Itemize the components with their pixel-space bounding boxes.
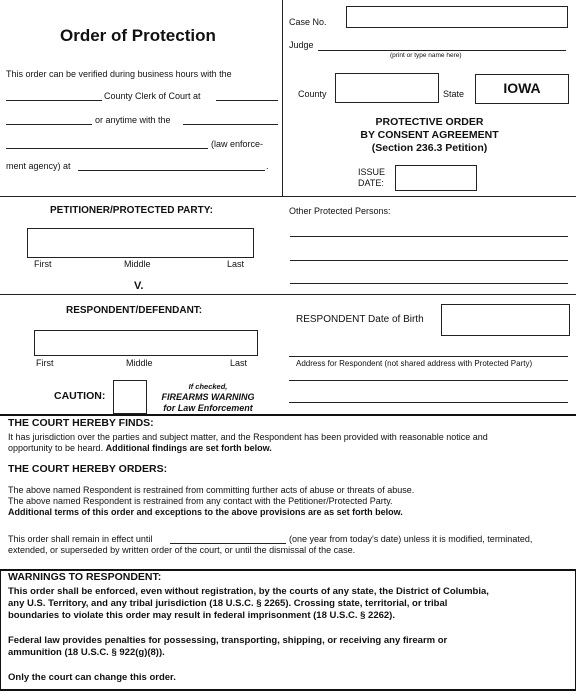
effect-text-b: (one year from today's date) unless it is modified, terminated, [289, 534, 533, 544]
warning-line-6: Only the court can change this order. [8, 672, 176, 683]
respondent-middle-label: Middle [126, 358, 153, 368]
if-checked-text: If checked, [188, 382, 228, 391]
warning-line-4: Federal law provides penalties for possessing, transporting, shipping, or receiving any firearm or [8, 635, 448, 646]
county-clerk-label: County Clerk of Court at [104, 91, 201, 101]
parties-divider [0, 294, 576, 295]
address-line-1[interactable] [289, 356, 568, 357]
finds-text-1: It has jurisdiction over the parties and subject matter, and the Respondent has been provided with reasonable notice and [8, 432, 488, 442]
effect-text-a: This order shall remain in effect until [8, 534, 153, 544]
warning-line-2: any U.S. Territory, and any tribal jurisdiction (18 U.S.C. § 2265). Crossing state, territorial, or tribal [8, 598, 448, 609]
petitioner-name-field[interactable] [27, 228, 254, 258]
other-protected-line-1[interactable] [290, 236, 568, 237]
county-label: County [298, 89, 327, 99]
warning-line-1: This order shall be enforced, even without registration, by the courts of any state, the District of Columbia, [8, 586, 489, 597]
finds-text-2 [8, 443, 568, 454]
state-label: State [443, 89, 465, 99]
order-type-2: BY CONSENT AGREEMENT [360, 129, 499, 141]
other-protected-label: Other Protected Persons: [289, 206, 391, 216]
order-type-3: (Section 236.3 Petition) [371, 142, 488, 154]
county-field[interactable] [335, 73, 439, 103]
period-mark: . [266, 161, 269, 171]
other-protected-line-2[interactable] [290, 260, 568, 261]
address-line-2[interactable] [289, 380, 568, 381]
address-label: Address for Respondent (not shared address with Protected Party) [296, 359, 533, 368]
petitioner-middle-label: Middle [124, 259, 151, 269]
case-no-label: Case No. [289, 17, 327, 27]
respondent-name-field[interactable] [34, 330, 258, 356]
firearms-checkbox[interactable] [113, 380, 147, 414]
warnings-heading: WARNINGS TO RESPONDENT: [8, 571, 162, 583]
orders-heading: THE COURT HEREBY ORDERS: [8, 463, 168, 475]
clerk-phone-line[interactable] [216, 100, 278, 101]
petitioner-heading: PETITIONER/PROTECTED PARTY: [50, 205, 213, 216]
effect-date-line[interactable] [170, 543, 286, 544]
orders-line-3: Additional terms of this order and exceptions to the above provisions are as set forth below. [8, 507, 403, 517]
caution-label: CAUTION: [54, 390, 106, 402]
anytime-line-2[interactable] [183, 124, 278, 125]
for-law-text: for Law Enforcement [163, 403, 253, 413]
finds-text-2a: opportunity to be heard. [8, 443, 104, 453]
orders-line-2: The above named Respondent is restrained from any contact with the Petitioner/Protected Party. [8, 496, 393, 506]
effect-text-c: extended, or superseded by written order of the court, or until the dismissal of the case. [8, 545, 356, 555]
finds-heading: THE COURT HEREBY FINDS: [8, 417, 154, 429]
anytime-line-1[interactable] [6, 124, 92, 125]
respondent-last-label: Last [230, 358, 248, 368]
findings-top-rule [0, 414, 576, 416]
respondent-heading: RESPONDENT/DEFENDANT: [66, 305, 203, 316]
issue-date-field[interactable] [395, 165, 477, 191]
issue-label-2: DATE: [358, 178, 384, 188]
agency-phone-line[interactable] [78, 170, 265, 171]
agency-at-label: ment agency) at [6, 161, 71, 171]
order-type-1: PROTECTIVE ORDER [375, 116, 484, 128]
firearms-warning-text: FIREARMS WARNING [161, 392, 255, 402]
other-protected-line-3[interactable] [290, 283, 568, 284]
clerk-name-line[interactable] [6, 100, 102, 101]
anytime-label: or anytime with the [95, 115, 171, 125]
address-line-3[interactable] [289, 402, 568, 403]
print-hint: (print or type name here) [390, 52, 462, 59]
finds-text-2b: Additional findings are set forth below. [105, 443, 272, 453]
judge-label: Judge [289, 40, 314, 50]
warning-line-3: boundaries to violate this order may result in federal imprisonment (18 U.S.C. § 2262). [8, 610, 395, 621]
state-value: IOWA [503, 80, 541, 96]
versus-label: V. [134, 280, 144, 292]
respondent-first-label: First [36, 358, 54, 368]
judge-line[interactable] [318, 50, 566, 51]
dob-label: RESPONDENT Date of Birth [296, 314, 424, 325]
header-bottom-rule [0, 196, 576, 197]
law-agency-line[interactable] [6, 148, 208, 149]
dob-field[interactable] [441, 304, 570, 336]
petitioner-first-label: First [34, 259, 52, 269]
petitioner-last-label: Last [227, 259, 245, 269]
page-title: Order of Protection [60, 26, 216, 45]
issue-label-1: ISSUE [358, 167, 386, 177]
warning-line-5: ammunition (18 U.S.C. § 922(g)(8)). [8, 647, 165, 658]
header-divider [282, 0, 283, 196]
verify-text: This order can be verified during business hours with the [6, 69, 232, 79]
law-enforce-label: (law enforce- [211, 139, 264, 149]
case-no-field[interactable] [346, 6, 568, 28]
orders-line-1: The above named Respondent is restrained from committing further acts of abuse or threats of abuse. [8, 485, 415, 495]
